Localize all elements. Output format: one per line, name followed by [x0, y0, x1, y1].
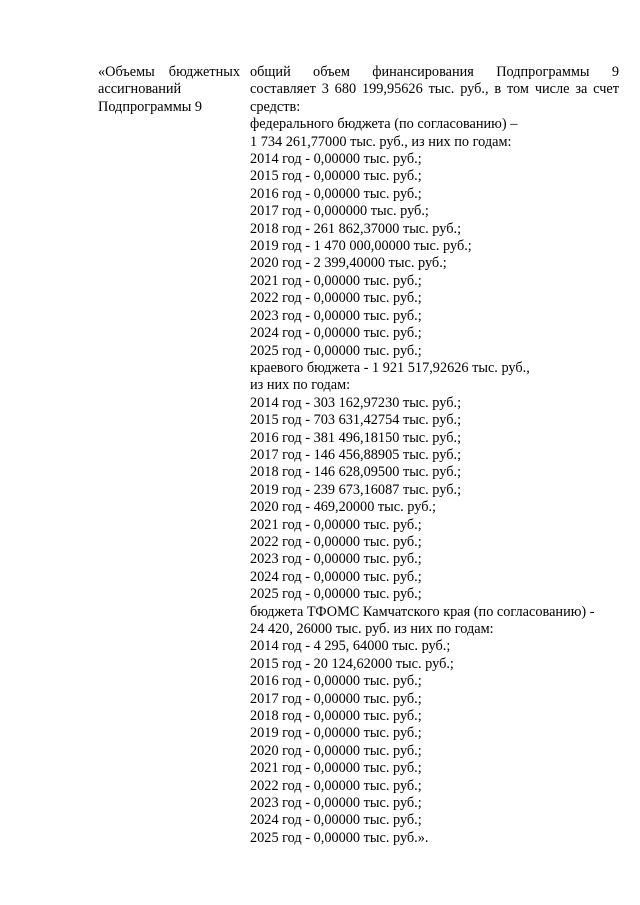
intro-word: Подпрограммы [496, 64, 590, 80]
regional-year-item: 2015 год - 703 631,42754 тыс. руб.; [250, 412, 462, 429]
intro-word: 3 680 199,95626 [321, 81, 423, 98]
tfoms-year-item: 2023 год - 0,00000 тыс. руб.; [250, 795, 422, 812]
intro-word: финансирования [372, 64, 474, 80]
federal-year-item: 2019 год - 1 470 000,00000 тыс. руб.; [250, 238, 472, 255]
regional-year-item: 2014 год - 303 162,97230 тыс. руб.; [250, 394, 462, 411]
regional-subheading: из них по годам: [250, 377, 351, 394]
tfoms-total: 24 420, 26000 тыс. руб. из них по годам: [250, 621, 494, 637]
intro-word: объем [313, 64, 350, 80]
intro-word: общий [250, 64, 291, 80]
intro-word: за [575, 81, 588, 98]
intro-word: том [506, 81, 529, 98]
intro-word: в [494, 81, 502, 98]
intro-line-1 [250, 64, 619, 81]
tfoms-year-item: 2018 год - 0,00000 тыс. руб.; [250, 708, 422, 725]
federal-year-item: 2022 год - 0,00000 тыс. руб.; [250, 290, 422, 307]
regional-year-item: 2022 год - 0,00000 тыс. руб.; [250, 533, 422, 550]
table-label-cell [98, 64, 240, 116]
label-line-3: Подпрограммы 9 [98, 98, 203, 115]
regional-heading: краевого бюджета - 1 921 517,92626 тыс. руб., [250, 359, 530, 376]
federal-year-item: 2023 год - 0,00000 тыс. руб.; [250, 307, 422, 324]
intro-line-3: средств: [250, 98, 301, 115]
federal-heading: федерального бюджета (по согласованию) – [250, 116, 518, 133]
federal-year-list [250, 151, 619, 360]
intro-word: составляет [250, 81, 316, 98]
tfoms-year-list [250, 638, 619, 847]
label-line-1: «Объемы бюджетных [98, 64, 240, 80]
federal-year-item: 2024 год - 0,00000 тыс. руб.; [250, 325, 422, 342]
federal-year-item: 2025 год - 0,00000 тыс. руб.; [250, 342, 422, 359]
regional-year-list [250, 395, 619, 604]
federal-year-item: 2018 год - 261 862,37000 тыс. руб.; [250, 220, 462, 237]
tfoms-year-item: 2022 год - 0,00000 тыс. руб.; [250, 777, 422, 794]
regional-year-item: 2019 год - 239 673,16087 тыс. руб.; [250, 481, 462, 498]
regional-year-item: 2020 год - 469,20000 тыс. руб.; [250, 499, 437, 516]
federal-year-item: 2015 год - 0,00000 тыс. руб.; [250, 168, 422, 185]
regional-year-item: 2018 год - 146 628,09500 тыс. руб.; [250, 464, 462, 481]
federal-year-item: 2016 год - 0,00000 тыс. руб.; [250, 185, 422, 202]
tfoms-year-item: 2024 год - 0,00000 тыс. руб.; [250, 812, 422, 829]
tfoms-year-item: 2016 год - 0,00000 тыс. руб.; [250, 673, 422, 690]
tfoms-year-item: 2025 год - 0,00000 тыс. руб.». [250, 829, 429, 846]
tfoms-heading: бюджета ТФОМС Камчатского края (по согласованию) - [250, 603, 595, 620]
regional-year-item: 2024 год - 0,00000 тыс. руб.; [250, 568, 422, 585]
federal-year-item: 2014 год - 0,00000 тыс. руб.; [250, 151, 422, 168]
tfoms-year-item: 2020 год - 0,00000 тыс. руб.; [250, 742, 422, 759]
table-value-cell [250, 64, 619, 847]
intro-word: числе [534, 81, 570, 98]
federal-year-item: 2017 год - 0,000000 тыс. руб.; [250, 203, 429, 220]
intro-line-2 [250, 81, 619, 98]
regional-year-item: 2016 год - 381 496,18150 тыс. руб.; [250, 429, 462, 446]
federal-year-item: 2021 год - 0,00000 тыс. руб.; [250, 272, 422, 289]
tfoms-year-item: 2014 год - 4 295, 64000 тыс. руб.; [250, 638, 451, 655]
tfoms-year-item: 2017 год - 0,00000 тыс. руб.; [250, 690, 422, 707]
regional-year-item: 2023 год - 0,00000 тыс. руб.; [250, 551, 422, 568]
regional-year-item: 2025 год - 0,00000 тыс. руб.; [250, 586, 422, 603]
federal-total: 1 734 261,77000 тыс. руб., из них по годам: [250, 133, 512, 150]
tfoms-year-item: 2019 год - 0,00000 тыс. руб.; [250, 725, 422, 742]
tfoms-year-item: 2015 год - 20 124,62000 тыс. руб.; [250, 655, 454, 672]
federal-year-item: 2020 год - 2 399,40000 тыс. руб.; [250, 255, 447, 272]
intro-word: 9 [611, 64, 619, 80]
regional-year-item: 2017 год - 146 456,88905 тыс. руб.; [250, 446, 462, 463]
tfoms-year-item: 2021 год - 0,00000 тыс. руб.; [250, 760, 422, 777]
intro-word: руб., [460, 81, 489, 98]
intro-word: счет [593, 81, 620, 98]
regional-year-item: 2021 год - 0,00000 тыс. руб.; [250, 516, 422, 533]
label-line-2: ассигнований [98, 81, 182, 98]
intro-word: тыс. [428, 81, 455, 98]
